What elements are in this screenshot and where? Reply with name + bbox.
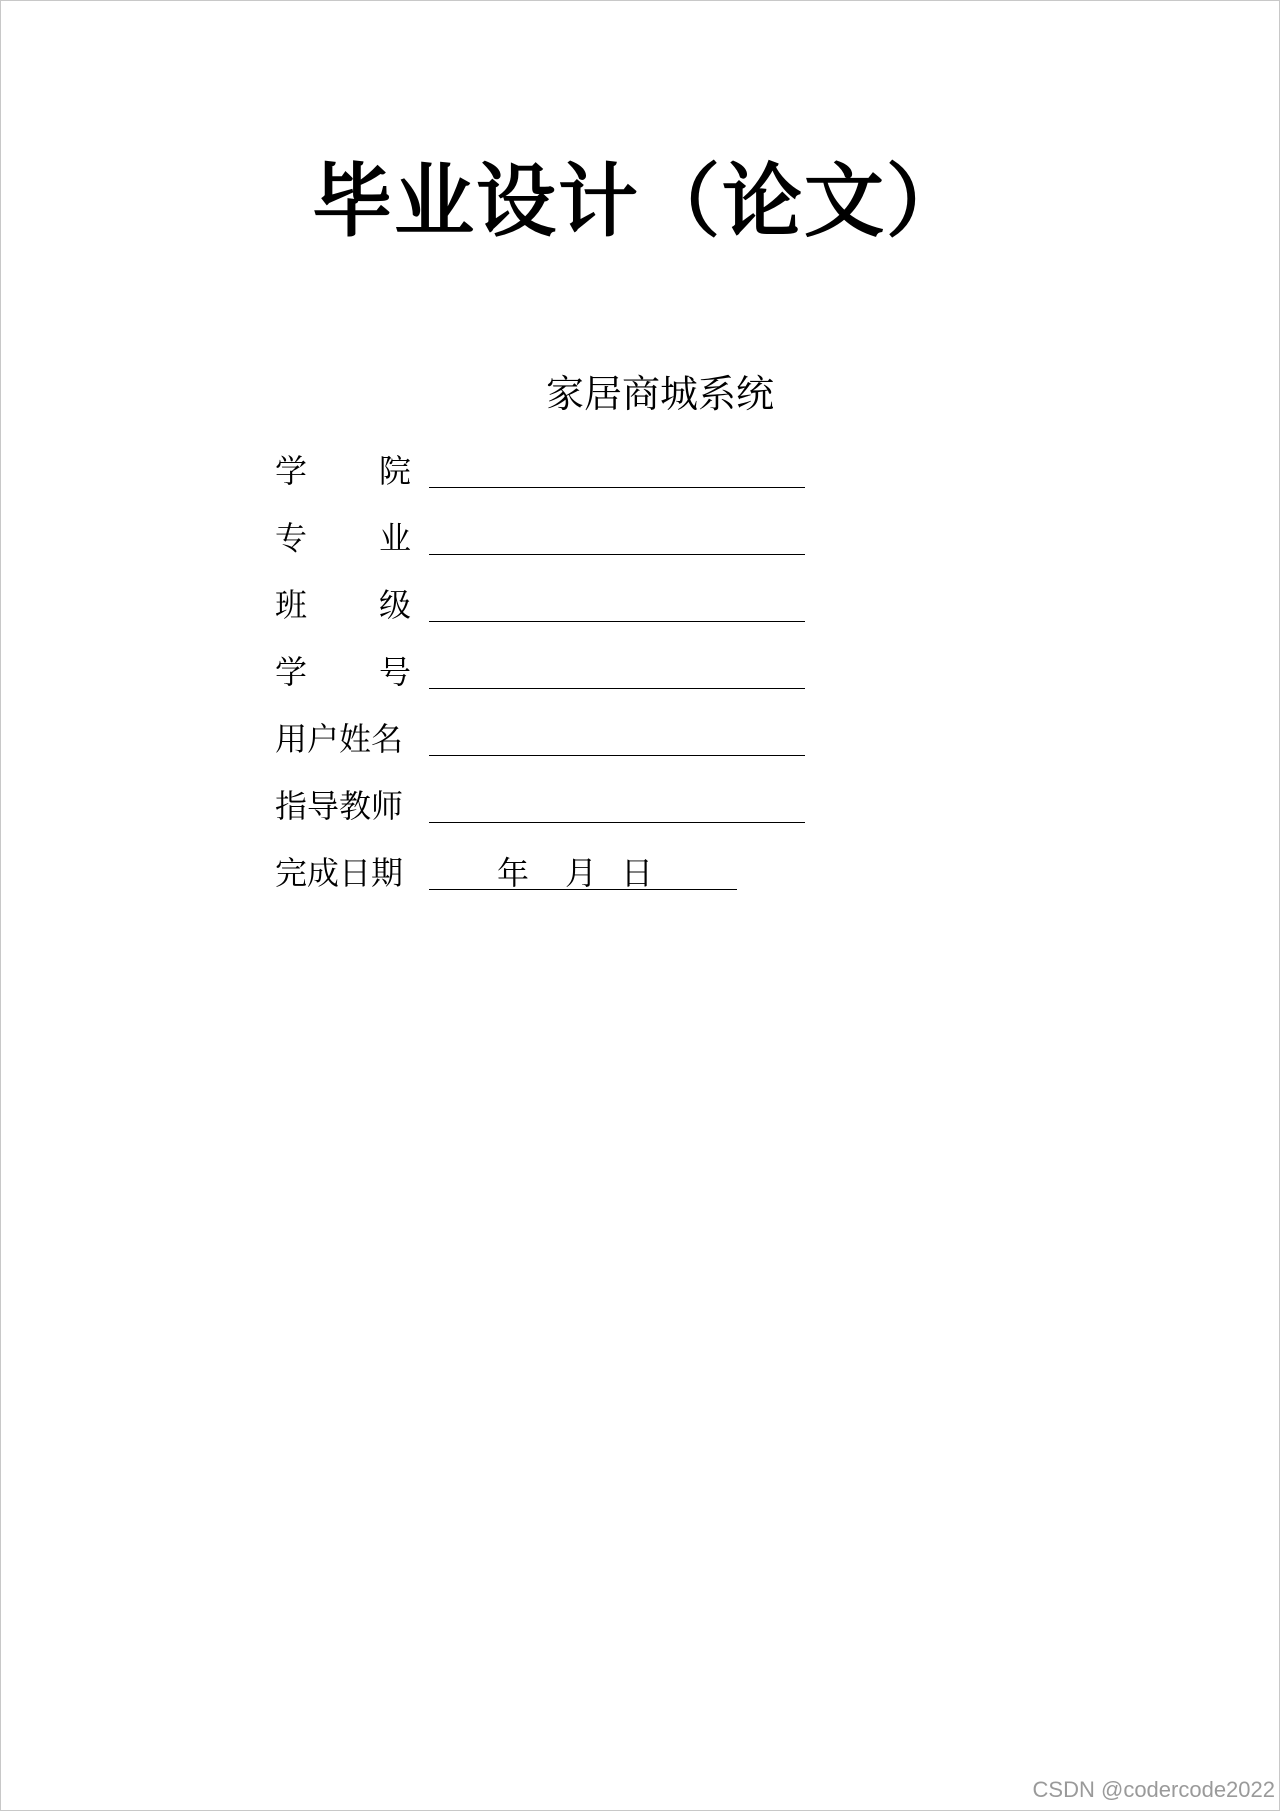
field-row-college: [275, 439, 815, 506]
cover-info-form: [275, 439, 815, 908]
field-label-completion-date: 完成日期: [275, 854, 404, 892]
class-blank-line: [429, 621, 805, 622]
field-row-completion-date: [275, 841, 815, 908]
thesis-subtitle: 家居商城系统: [545, 372, 774, 416]
label-char: 专: [275, 519, 308, 557]
field-row-major: [275, 506, 815, 573]
label-char: 级: [378, 586, 411, 624]
label-char: 业: [378, 519, 411, 557]
field-row-student-id: [275, 640, 815, 707]
label-char: 学: [275, 653, 308, 691]
field-label-student-id: [275, 652, 411, 692]
advisor-blank-line: [429, 822, 805, 823]
date-year-label: 年: [497, 854, 530, 892]
field-label-major: [275, 518, 411, 558]
college-blank-line: [429, 487, 805, 488]
field-label-college: [275, 451, 411, 491]
field-label-user-name: 用户姓名: [275, 720, 404, 758]
field-row-advisor: [275, 774, 815, 841]
user-name-blank-line: [429, 755, 805, 756]
field-row-user-name: [275, 707, 815, 774]
field-row-class: [275, 573, 815, 640]
field-label-advisor: 指导教师: [275, 787, 404, 825]
student-id-blank-line: [429, 688, 805, 689]
label-char: 院: [378, 452, 411, 490]
csdn-watermark: CSDN @codercode2022: [1032, 1777, 1275, 1802]
label-char: 号: [378, 653, 411, 691]
label-char: 班: [275, 586, 308, 624]
major-blank-line: [429, 554, 805, 555]
field-label-class: [275, 585, 411, 625]
document-title: 毕业设计（论文）: [312, 154, 968, 248]
label-char: 学: [275, 452, 308, 490]
date-day-label: 日: [621, 854, 654, 892]
date-month-label: 月: [565, 854, 598, 892]
